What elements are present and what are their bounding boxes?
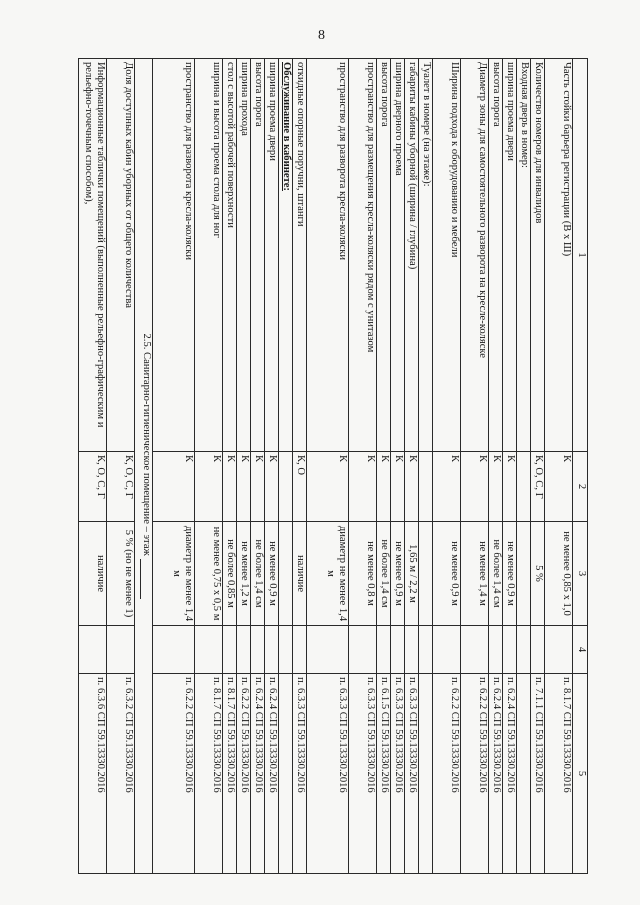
value-cell: диаметр не менее 1,4 м xyxy=(153,522,195,626)
value-cell: не менее 0,75 х 0,5 м xyxy=(195,522,223,626)
param-cell: Ширина подхода к оборудованию и мебели xyxy=(433,59,461,452)
reference-cell: п. 6.3.3 СП 59.13330.2016 xyxy=(307,674,349,874)
reference-cell: п. 6.1.5 СП 59.13330.2016 xyxy=(377,674,391,874)
category-cell: К xyxy=(377,452,391,522)
group-heading: Туалет в номере (на этаже): xyxy=(419,59,433,452)
fact-cell xyxy=(503,626,517,674)
fact-cell xyxy=(349,626,377,674)
category-cell: К xyxy=(489,452,503,522)
fact-cell xyxy=(489,626,503,674)
reference-cell xyxy=(419,674,433,874)
value-cell: не менее 1,4 м xyxy=(461,522,489,626)
table-row xyxy=(545,59,573,874)
param-cell: ширина дверного проема xyxy=(391,59,405,452)
value-cell: 5 % (но не менее 1) xyxy=(107,522,135,626)
param-cell: пространство для размещения кресла-коляски рядом с унитазом xyxy=(349,59,377,452)
table-row xyxy=(405,59,419,874)
fact-cell xyxy=(517,626,531,674)
value-cell: не менее 0,9 м xyxy=(265,522,279,626)
table-row xyxy=(265,59,279,874)
value-cell: не более 1,4 см xyxy=(251,522,265,626)
table-row xyxy=(251,59,265,874)
section-title xyxy=(135,59,153,874)
category-cell: К xyxy=(265,452,279,522)
table-row xyxy=(531,59,545,874)
table-row xyxy=(461,59,489,874)
value-cell xyxy=(279,522,293,626)
page-number: 8 xyxy=(318,28,325,43)
table-row xyxy=(391,59,405,874)
param-cell: Информационные таблички помещений (выполненные рельефно-графическим и рельефно-точечным способом), xyxy=(79,59,107,452)
fact-cell xyxy=(107,626,135,674)
param-cell: ширина прохода xyxy=(237,59,251,452)
fact-cell xyxy=(251,626,265,674)
table-row xyxy=(489,59,503,874)
fact-cell xyxy=(237,626,251,674)
reference-cell: п. 6.2.2 СП 59.13330.2016 xyxy=(461,674,489,874)
table-row xyxy=(237,59,251,874)
category-cell xyxy=(419,452,433,522)
param-cell: высота порога xyxy=(377,59,391,452)
param-cell: Доля доступных кабин уборных от общего количества xyxy=(107,59,135,452)
fact-cell xyxy=(545,626,573,674)
reference-cell: п. 6.3.2 СП 59.13330.2016 xyxy=(107,674,135,874)
value-cell: 5 % xyxy=(531,522,545,626)
category-cell: К xyxy=(307,452,349,522)
param-cell: ширина проема двери xyxy=(265,59,279,452)
param-cell: откидные опорные поручни, штанги xyxy=(293,59,307,452)
value-cell: не менее 0,9 м xyxy=(391,522,405,626)
category-cell: К, О, С, Г xyxy=(531,452,545,522)
reference-cell: п. 6.3.6 СП 59.13330.2016 xyxy=(79,674,107,874)
reference-cell: п. 6.2.4 СП 59.13330.2016 xyxy=(503,674,517,874)
value-cell xyxy=(419,522,433,626)
value-cell: не более 0,85 м xyxy=(223,522,237,626)
table-row xyxy=(503,59,517,874)
value-cell: диаметр не менее 1,4 м xyxy=(307,522,349,626)
fact-cell xyxy=(293,626,307,674)
value-cell: не менее 0,9 м xyxy=(433,522,461,626)
table-row xyxy=(349,59,377,874)
table-row xyxy=(433,59,461,874)
value-cell: наличие xyxy=(293,522,307,626)
param-cell: Часть стойки барьера регистрации (В х Ш) xyxy=(545,59,573,452)
reference-cell: п. 8.1.7 СП 59.13330.2016 xyxy=(545,674,573,874)
fact-cell xyxy=(307,626,349,674)
value-cell: не менее 0,85 х 1,0 xyxy=(545,522,573,626)
reference-cell: п. 6.2.2 СП 59.13330.2016 xyxy=(433,674,461,874)
header-cell: 5 xyxy=(573,674,588,874)
value-cell xyxy=(517,522,531,626)
rotated-table-container xyxy=(83,58,588,873)
reference-cell: п. 6.2.4 СП 59.13330.2016 xyxy=(489,674,503,874)
reference-cell: п. 6.2.2 СП 59.13330.2016 xyxy=(237,674,251,874)
category-cell xyxy=(279,452,293,522)
category-cell: К xyxy=(223,452,237,522)
category-cell: К xyxy=(349,452,377,522)
table-row xyxy=(195,59,223,874)
category-cell: К, О, С, Г xyxy=(107,452,135,522)
param-cell: высота порога xyxy=(489,59,503,452)
requirements-table xyxy=(78,58,588,874)
value-cell: не менее 0,9 м xyxy=(503,522,517,626)
category-cell: К xyxy=(195,452,223,522)
category-cell: К xyxy=(237,452,251,522)
reference-cell: п. 6.3.3 СП 59.13330.2016 xyxy=(349,674,377,874)
value-cell: 1,65 м / 2,2 м xyxy=(405,522,419,626)
header-cell: 2 xyxy=(573,452,588,522)
reference-cell: п. 8.1.7 СП 59.13330.2016 xyxy=(195,674,223,874)
reference-cell xyxy=(517,674,531,874)
category-cell: К xyxy=(405,452,419,522)
category-cell: К xyxy=(545,452,573,522)
table-row xyxy=(279,59,293,874)
value-cell: наличие xyxy=(79,522,107,626)
reference-cell xyxy=(279,674,293,874)
table-row xyxy=(79,59,107,874)
reference-cell: п. 6.3.3 СП 59.13330.2016 xyxy=(405,674,419,874)
table-row xyxy=(517,59,531,874)
group-heading: Входная дверь в номер: xyxy=(517,59,531,452)
value-cell: не более 1,4 см xyxy=(377,522,391,626)
header-cell: 1 xyxy=(573,59,588,452)
header-cell: 4 xyxy=(573,626,588,674)
fact-cell xyxy=(79,626,107,674)
param-cell: Количество номеров для инвалидов xyxy=(531,59,545,452)
fact-cell xyxy=(405,626,419,674)
reference-cell: п. 6.3.3 СП 59.13330.2016 xyxy=(293,674,307,874)
fact-cell xyxy=(153,626,195,674)
category-cell: К xyxy=(503,452,517,522)
param-cell: ширина проема двери xyxy=(503,59,517,452)
value-cell: не менее 0,8 м xyxy=(349,522,377,626)
category-cell: К xyxy=(251,452,265,522)
reference-cell: п. 6.2.2 СП 59.13330.2016 xyxy=(153,674,195,874)
fact-cell xyxy=(265,626,279,674)
fact-cell xyxy=(419,626,433,674)
group-heading: Обслуживание в кабинете: xyxy=(279,59,293,452)
fact-cell xyxy=(279,626,293,674)
category-cell: К xyxy=(433,452,461,522)
param-cell: габариты кабины уборной (ширина / глубина) xyxy=(405,59,419,452)
category-cell: К xyxy=(461,452,489,522)
category-cell: К, О, С, Г xyxy=(79,452,107,522)
table-row xyxy=(107,59,135,874)
value-cell: не менее 1,2 м xyxy=(237,522,251,626)
reference-cell: п. 6.2.4 СП 59.13330.2016 xyxy=(251,674,265,874)
category-cell: К xyxy=(153,452,195,522)
header-cell: 3 xyxy=(573,522,588,626)
reference-cell: п. 6.2.4 СП 59.13330.2016 xyxy=(265,674,279,874)
param-cell: пространство для разворота кресла-коляски xyxy=(153,59,195,452)
reference-cell: п. 6.3.3 СП 59.13330.2016 xyxy=(391,674,405,874)
section-title-text: 2.5. Санитарно-гигиеническое помещение – этаж xyxy=(141,333,152,556)
header-row xyxy=(573,59,588,874)
fact-cell xyxy=(391,626,405,674)
section-row xyxy=(135,59,153,874)
table-row xyxy=(293,59,307,874)
fact-cell xyxy=(461,626,489,674)
param-cell: высота порога xyxy=(251,59,265,452)
reference-cell: п. 8.1.7 СП 59.13330.2016 xyxy=(223,674,237,874)
param-cell: ширина и высота проема стола для ног xyxy=(195,59,223,452)
param-cell: пространство для разворота кресла-коляски xyxy=(307,59,349,452)
section-floor-blank xyxy=(140,559,151,599)
reference-cell: п. 7.1.1 СП 59.13330.2016 xyxy=(531,674,545,874)
fact-cell xyxy=(377,626,391,674)
value-cell: не более 1,4 см xyxy=(489,522,503,626)
table-row xyxy=(377,59,391,874)
category-cell: К, О xyxy=(293,452,307,522)
param-cell: стол с высотой рабочей поверхности xyxy=(223,59,237,452)
category-cell: К xyxy=(391,452,405,522)
table-row xyxy=(419,59,433,874)
table-row xyxy=(307,59,349,874)
fact-cell xyxy=(195,626,223,674)
table-row xyxy=(223,59,237,874)
table-row xyxy=(153,59,195,874)
fact-cell xyxy=(531,626,545,674)
param-cell: Диаметр зоны для самостоятельного разворота на кресле-коляске xyxy=(461,59,489,452)
fact-cell xyxy=(433,626,461,674)
fact-cell xyxy=(223,626,237,674)
category-cell xyxy=(517,452,531,522)
